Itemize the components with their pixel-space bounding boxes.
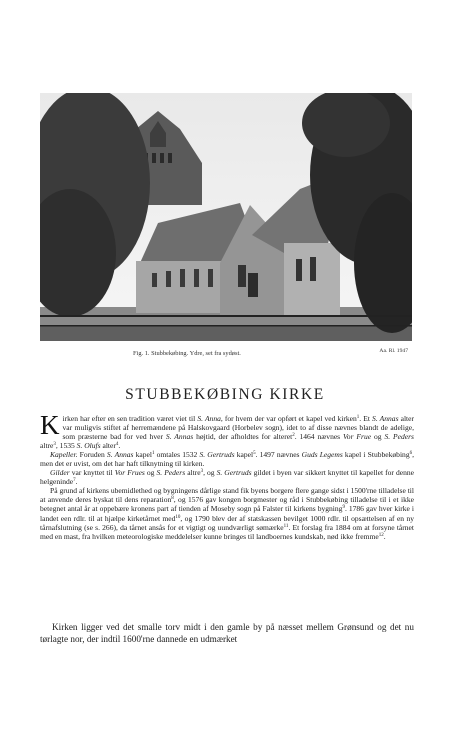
figure-caption [40, 348, 412, 360]
paragraph-repair: På grund af kirkens ubemidlethed og bygningens dårlige stand fik byens borgere flere gange sidst i 1500'rne tilladelse til at anvende deres byskat til dens reparation$^8$, og 1576 gav kongen borgmester og råd i Stubbekøbing tilladelse til i et ikke betegnet antal år at oppebære kronens part af tienden af Moseby sogn på Falster til kirkens bygning$^9$. 1786 gav hver kirke i landet een rdlr. til at hjælpe kirketårnet med$^{10}$, og 1790 blev der af statskassen bevilget 1000 rdlr. til opsættelsen af en ny tårnafslutning (se s. 266), da tårnet ansås for et vigtigt og uundværligt sømærke$^{11}$. Et forslag fra 1884 om at forsyne tårnet med en mast, fra hvilken meteorologiske meddelelser kunne bringes til landboernes kundskab, nød ikke fremme$^{12}$. [40, 486, 414, 541]
caption-text: Fig. 1. Stubbekøbing. Ydre, set fra sydøst. [133, 350, 241, 357]
page-title: STUBBEKØBING KIRKE [125, 386, 325, 403]
body-text-lower [40, 621, 414, 646]
paragraph-location: Kirken ligger ved det smalle torv midt i den gamle by på næsset mellem Grønsund og det nu tørlagte nor, der indtil 1600'rne dannede en udmærket [40, 622, 414, 645]
paragraph-kapeller: Kapeller. Foruden S. Annas kapel$^1$ omtales 1532 S. Gertruds kapel$^5$. 1497 nævnes Guds Legems kapel i Stubbekøbing$^6$, men det er uvist, om det har haft tilknytning til kirken. [40, 450, 414, 469]
paragraph-gilder: Gilder var knyttet til Vor Frues og S. Peders altre$^3$, og S. Gertruds gildet i byen var sikkert knyttet til kapellet for denne helgeninde$^7$. [40, 468, 414, 487]
church-photograph [40, 93, 412, 341]
paragraph-dedication [40, 410, 415, 451]
paragraph-dedication-text: irken har efter en sen tradition været viet til S. Anna, for hvem der var opført et kapel ved kirken$^1$. Et S. Annas alter var muligvis stiftet af herremændene på Halskovgaard (Horbelev sogn), idet to af disse nævnes blandt de adelige, som præsterne bad for ved hver S. Annas højtid, der afholdtes for alteret$^2$. 1464 nævnes Vor Frue og S. Peders altre$^3$, 1535 S. Olufs alter$^4$. [40, 414, 415, 451]
body-text-top [40, 410, 415, 541]
drop-cap: K [40, 410, 60, 440]
photo-credit: Aa. Rl. 1947 [379, 348, 408, 354]
